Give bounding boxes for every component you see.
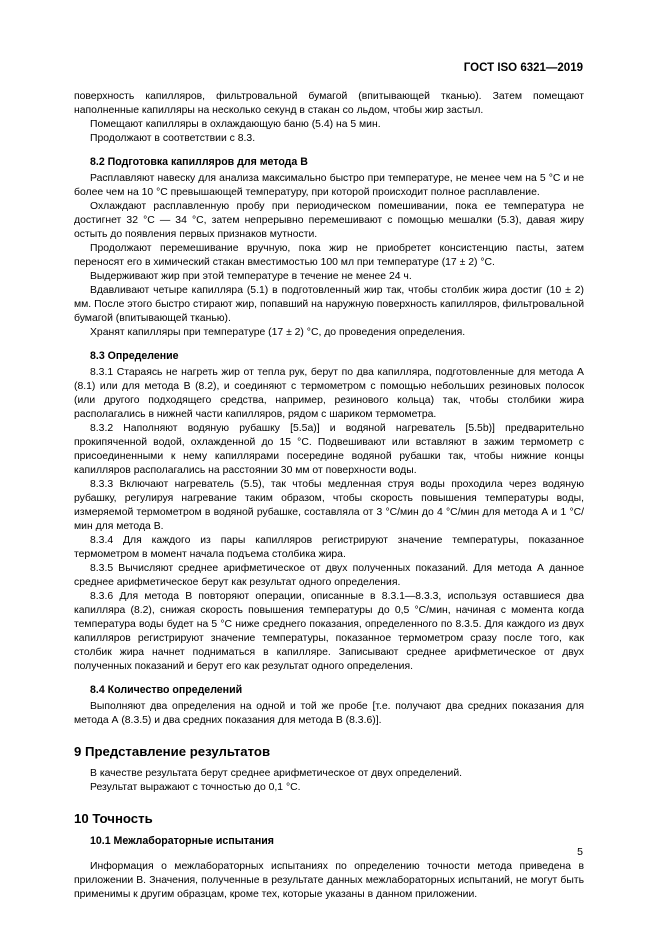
section-heading: 10 Точность [74, 811, 153, 826]
paragraph: Продолжают перемешивание вручную, пока жир не приобретет консистенцию пасты, затем переносят его в химический стакан вместимостью 100 мл при температуре (17 ± 2) °С. [74, 243, 584, 268]
paragraph: 8.3.5 Вычисляют среднее арифметическое от двух полученных показаний. Для метода А данное среднее арифметическое берут как результат одного определения. [74, 563, 584, 588]
paragraph: Выполняют два определения на одной и той же пробе [т.е. получают два средних показания для метода А (8.3.5) и два средних показания для метода В (8.3.6)]. [74, 701, 584, 726]
paragraph: 8.3.2 Наполняют водяную рубашку [5.5а)] и водяной нагреватель [5.5b)] предварительно прокипяченной водой, охлажденной до 15 °С. Подвешивают или вставляют в зажим термометр с присоединенными к нему капиллярами посередине водяной рубашки так, чтобы нижние концы капилляров располагались на расстоянии 30 мм от поверхности воды. [74, 423, 584, 476]
spacer [74, 851, 584, 860]
spacer [74, 674, 584, 683]
document-body [74, 90, 584, 902]
paragraph: Результат выражают с точностью до 0,1 °С. [90, 782, 301, 793]
paragraph: 8.3.6 Для метода В повторяют операции, описанные в 8.3.1—8.3.3, используя оставшиеся два капилляра (8.2), снижая скорость повышения температуры до 0,5 °С/мин, начиная с момента когда температура воды будет на 5 °С ниже среднего показания, определенного по 8.3.5. Для каждого из двух капилляров регистрируют значение температуры, показанное термометром сразу после того, как столбик жира начнет подниматься в капилляре. Записывают среднее арифметическое от двух полученных показаний и берут его как результат одного определения. [74, 591, 584, 672]
spacer [74, 795, 584, 811]
paragraph: В качестве результата берут среднее арифметическое от двух определений. [90, 768, 463, 779]
paragraph: Хранят капилляры при температуре (17 ± 2) °С, до проведения определения. [90, 327, 466, 338]
paragraph: Вдавливают четыре капилляра (5.1) в подготовленный жир так, чтобы столбик жира достиг (10 ± 2) мм. После этого быстро стирают жир, попавший на наружную поверхность капилляров, фильтровальной бумагой (впитывающей тканью). [74, 285, 584, 324]
paragraph: поверхность капилляров, фильтровальной бумагой (впитывающей тканью). Затем помещают наполненные капилляры на несколько секунд в стакан со льдом, чтобы жир застыл. [74, 91, 584, 116]
paragraph: 8.3.1 Стараясь не нагреть жир от тепла рук, берут по два капилляра, подготовленные для метода А (8.1) или для метода В (8.2), и соединяют с термометром с помощью небольших резиновых полосок (или другого подходящего средства, например, резинового кольца) так, чтобы столбики жира располагались в нижней части капилляров, рядом с шариком термометра. [74, 367, 584, 420]
paragraph: 8.3.4 Для каждого из пары капилляров регистрируют значение температуры, показанное термометром в момент начала подъема столбика жира. [74, 535, 584, 560]
paragraph: 8.3.3 Включают нагреватель (5.5), так чтобы медленная струя воды проходила через водяную рубашку, регулируя нагревание таким образом, чтобы скорость повышения температуры воды, измеряемой термометром в водяной рубашке, составляла от 3 °С/мин до 4 °С/мин для метода А и 1 °С/мин для метода В. [74, 479, 584, 532]
subsection-heading: 8.2 Подготовка капилляров для метода В [90, 156, 308, 168]
subsection-heading: 8.3 Определение [90, 350, 179, 362]
spacer [74, 340, 584, 349]
subsection-heading: 10.1 Межлабораторные испытания [90, 835, 274, 847]
spacer [74, 146, 584, 155]
spacer [74, 728, 584, 744]
document-code: ГОСТ ISO 6321—2019 [463, 62, 583, 74]
page-number: 5 [577, 846, 583, 858]
paragraph: Охлаждают расплавленную пробу при периодическом помешивании, пока ее температура не достигнет 32 °С — 34 °С, затем непрерывно перемешивают с помощью мешалки (5.3), давая жиру остыть до появления первых признаков мутности. [74, 201, 584, 240]
section-heading: 9 Представление результатов [74, 744, 271, 759]
paragraph: Информация о межлабораторных испытаниях по определению точности метода приведена в приложении В. Значения, полученные в результате данных межлабораторных испытаний, не могут быть применимы к другим образцам, кроме тех, которые указаны в данном приложении. [74, 861, 584, 900]
subsection-heading: 8.4 Количество определений [90, 684, 243, 696]
paragraph: Расплавляют навеску для анализа максимально быстро при температуре, не менее чем на 5 °С и не более чем на 10 °С превышающей температуру, при которой происходит полное расплавление. [74, 173, 584, 198]
paragraph: Продолжают в соответствии с 8.3. [90, 133, 256, 144]
paragraph: Помещают капилляры в охлаждающую баню (5.4) на 5 мин. [90, 119, 381, 130]
paragraph: Выдерживают жир при этой температуре в течение не менее 24 ч. [90, 271, 412, 282]
